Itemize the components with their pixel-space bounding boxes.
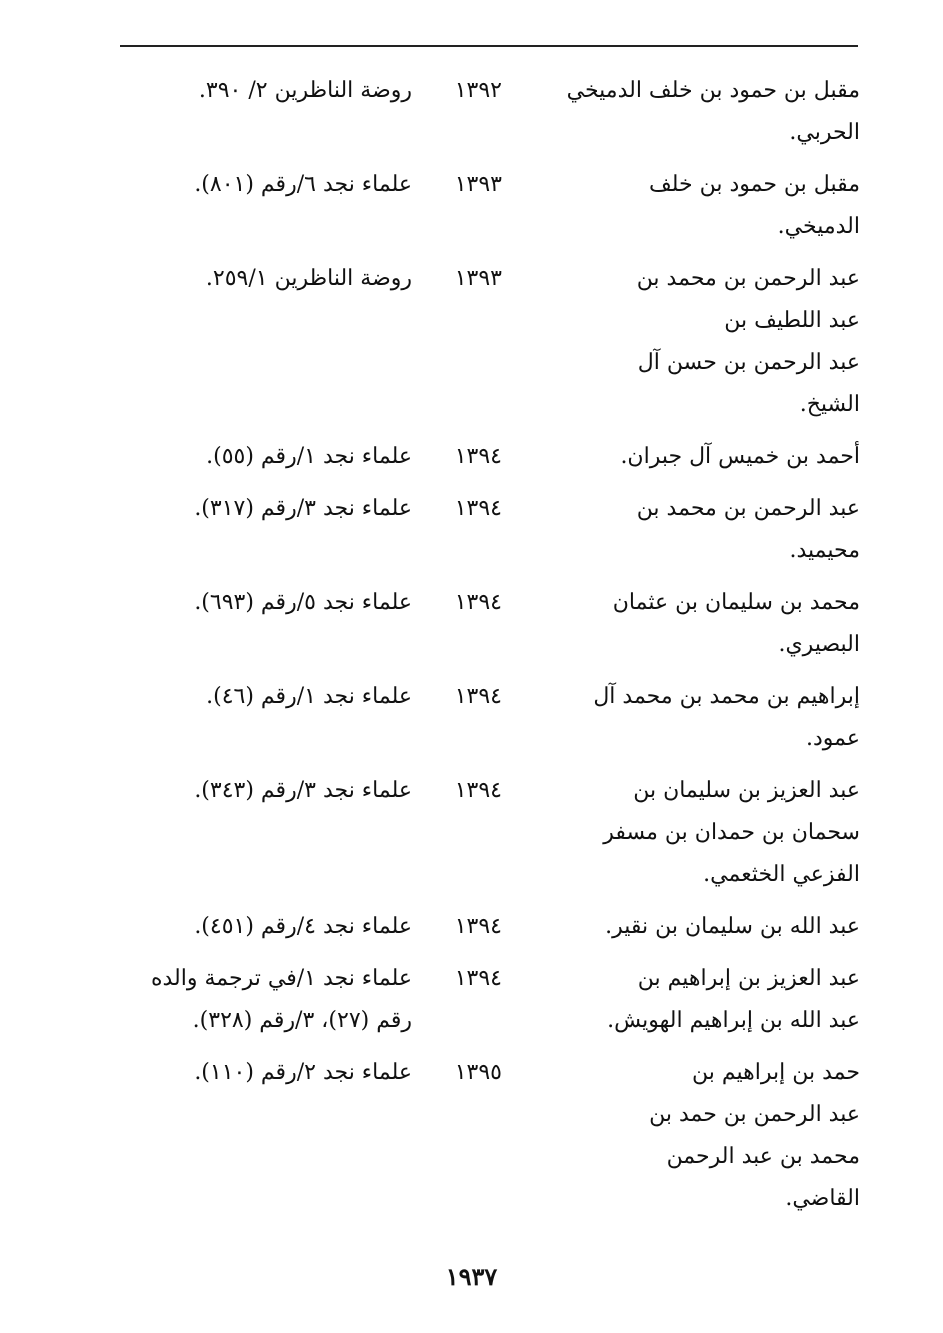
- entry-source-line: علماء نجد ٥/رقم (٦٩٣).: [194, 590, 412, 615]
- entry-name: [530, 164, 860, 248]
- entry-source-line: علماء نجد ١/رقم (٥٥).: [206, 444, 412, 469]
- entry-year: ١٣٩٥: [454, 1060, 502, 1085]
- entry-year: ١٣٩٤: [454, 778, 502, 803]
- entry-row: [100, 258, 860, 426]
- entry-source: [100, 436, 420, 478]
- entry-year: ١٣٩٤: [454, 684, 502, 709]
- entry-source-line: رقم (٢٧)، ٣/رقم (٣٢٨).: [192, 1008, 412, 1033]
- entry-row: [100, 906, 860, 948]
- entry-name-line: البصيري.: [778, 632, 860, 657]
- entry-name-line: الشيخ.: [799, 392, 860, 417]
- entry-row: [100, 488, 860, 572]
- entry-year: ١٣٩٣: [454, 266, 502, 291]
- entry-name-line: حمد بن إبراهيم بن: [692, 1060, 860, 1085]
- entry-row: [100, 164, 860, 248]
- entry-name: [530, 582, 860, 666]
- entry-name-line: الدميخي.: [777, 214, 860, 239]
- entry-name-line: مقبل بن حمود بن خلف: [648, 172, 860, 197]
- top-rule: [120, 45, 858, 47]
- entry-name-line: مقبل بن حمود بن خلف الدميخي: [566, 78, 860, 103]
- entry-row: [100, 582, 860, 666]
- entry-row: [100, 436, 860, 478]
- entry-name-line: الحربي.: [789, 120, 860, 145]
- entry-source-line: علماء نجد ٣/رقم (٣١٧).: [194, 496, 412, 521]
- entry-source: [100, 958, 420, 1042]
- entry-year: ١٣٩٤: [454, 496, 502, 521]
- entry-name-line: القاضي.: [785, 1186, 860, 1211]
- entry-source: [100, 488, 420, 572]
- entry-row: [100, 1052, 860, 1220]
- entry-source: [100, 1052, 420, 1220]
- entry-name-line: عبد الرحمن بن حمد بن: [649, 1102, 860, 1127]
- entry-source-line: علماء نجد ٣/رقم (٣٤٣).: [194, 778, 412, 803]
- entry-name: [530, 258, 860, 426]
- entry-source-line: روضة الناظرين ٢/ ٣٩٠.: [198, 78, 412, 103]
- entry-source: [100, 258, 420, 426]
- entry-name: [530, 436, 860, 478]
- entry-name-line: إبراهيم بن محمد بن محمد آل: [593, 684, 860, 709]
- entry-name-line: سحمان بن حمدان بن مسفر: [603, 820, 860, 845]
- entry-name-line: عبد الله بن إبراهيم الهويش.: [607, 1008, 860, 1033]
- entry-name-line: عبد العزيز بن إبراهيم بن: [637, 966, 860, 991]
- entry-name: [530, 1052, 860, 1220]
- entry-name: [530, 906, 860, 948]
- entry-year: ١٣٩٤: [454, 966, 502, 991]
- entry-source-line: علماء نجد ١/رقم (٤٦).: [206, 684, 412, 709]
- entry-name-line: محيميد.: [789, 538, 860, 563]
- entry-source: [100, 770, 420, 896]
- entry-name-line: عبد الرحمن بن محمد بن: [636, 496, 860, 521]
- entry-source-line: علماء نجد ١/في ترجمة والده: [150, 966, 412, 991]
- entry-name: [530, 958, 860, 1042]
- entry-name-line: الفزعي الخثعمي.: [703, 862, 860, 887]
- entry-source: [100, 906, 420, 948]
- entry-source: [100, 70, 420, 154]
- entry-source-line: علماء نجد ٦/رقم (٨٠١).: [194, 172, 412, 197]
- entry-source: [100, 676, 420, 760]
- entry-source: [100, 582, 420, 666]
- entry-source-line: روضة الناظرين ٢٥٩/١.: [205, 266, 412, 291]
- entry-name: [530, 70, 860, 154]
- entry-name-line: عمود.: [805, 726, 860, 751]
- entry-name-line: عبد الرحمن بن محمد بن: [636, 266, 860, 291]
- entry-source-line: علماء نجد ٤/رقم (٤٥١).: [194, 914, 412, 939]
- entry-row: [100, 958, 860, 1042]
- entry-name-line: عبد الرحمن بن حسن آل: [637, 350, 860, 375]
- entry-row: [100, 70, 860, 154]
- entry-row: [100, 676, 860, 760]
- entry-year: ١٣٩٢: [454, 78, 502, 103]
- entry-year: ١٣٩٤: [454, 590, 502, 615]
- entry-name: [530, 488, 860, 572]
- entry-name-line: عبد العزيز بن سليمان بن: [633, 778, 860, 803]
- entry-name: [530, 770, 860, 896]
- entry-name-line: أحمد بن خميس آل جبران.: [620, 444, 860, 469]
- page-number: ١٩٣٧: [445, 1262, 498, 1291]
- entry-row: [100, 770, 860, 896]
- entries-list: [100, 70, 860, 1230]
- entry-name-line: عبد الله بن سليمان بن نقير.: [605, 914, 860, 939]
- entry-name-line: محمد بن سليمان بن عثمان: [612, 590, 860, 615]
- entry-name: [530, 676, 860, 760]
- entry-source-line: علماء نجد ٢/رقم (١١٠).: [194, 1060, 412, 1085]
- entry-name-line: محمد بن عبد الرحمن: [666, 1144, 860, 1169]
- entry-name-line: عبد اللطيف بن: [724, 308, 860, 333]
- entry-source: [100, 164, 420, 248]
- entry-year: ١٣٩٣: [454, 172, 502, 197]
- entry-year: ١٣٩٤: [454, 914, 502, 939]
- entry-year: ١٣٩٤: [454, 444, 502, 469]
